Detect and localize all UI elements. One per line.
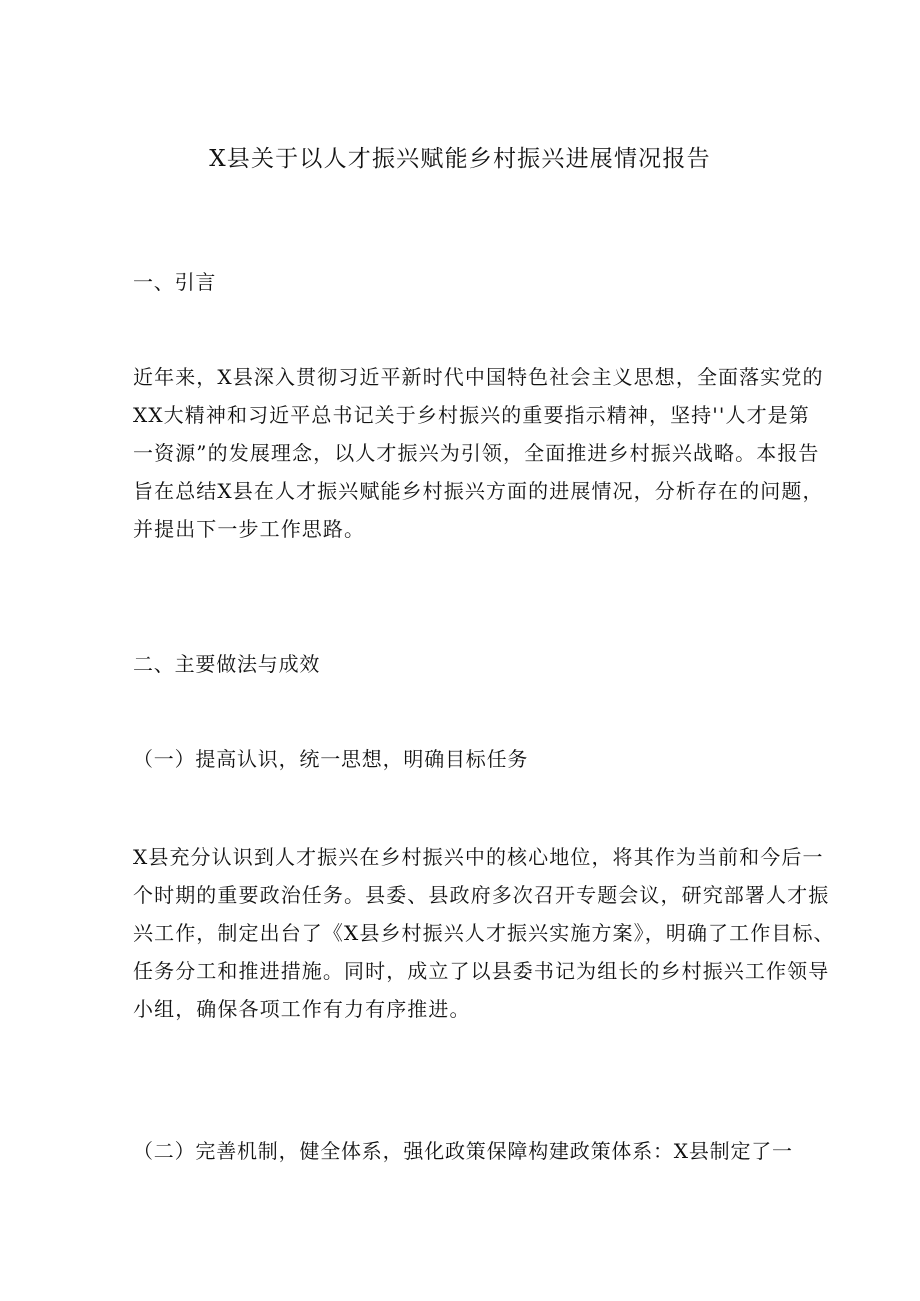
paragraph-line: 近年来，X县深入贯彻习近平新时代中国特色社会主义思想，全面落实党的 [133, 365, 824, 389]
paragraph-line: 并提出下一步工作思路。 [133, 517, 366, 541]
paragraph-line: 个时期的重要政治任务。县委、县政府多次召开专题会议，研究部署人才振 [133, 883, 830, 907]
paragraph-line: 一资源”的发展理念，以人才振兴为引领，全面推进乡村振兴战略。本报告 [133, 441, 820, 465]
paragraph-line: 旨在总结X县在人才振兴赋能乡村振兴方面的进展情况，分析存在的问题， [133, 479, 824, 503]
subsection-heading-2: （二）完善机制，健全体系，强化政策保障构建政策体系：X县制定了一 [133, 1139, 793, 1163]
introduction-paragraph [133, 358, 824, 548]
section-heading-introduction: 一、引言 [133, 270, 217, 294]
document-title: X县关于以人才振兴赋能乡村振兴进展情况报告 [209, 146, 711, 172]
paragraph-line: 任务分工和推进措施。同时，成立了以县委书记为组长的乡村振兴工作领导 [133, 959, 830, 983]
paragraph-line: 小组，确保各项工作有力有序推进。 [133, 997, 471, 1021]
section-heading-main-practices: 二、主要做法与成效 [133, 652, 321, 676]
subsection-1-paragraph [133, 838, 835, 1028]
paragraph-line: 兴工作，制定出台了《X县乡村振兴人才振兴实施方案》，明确了工作目标、 [133, 921, 835, 945]
paragraph-line: XX大精神和习近平总书记关于乡村振兴的重要指示精神，坚持''人才是第 [133, 403, 810, 427]
subsection-heading-1: （一）提高认识，统一思想，明确目标任务 [133, 747, 529, 771]
paragraph-line: X县充分认识到人才振兴在乡村振兴中的核心地位，将其作为当前和今后一 [133, 845, 824, 869]
